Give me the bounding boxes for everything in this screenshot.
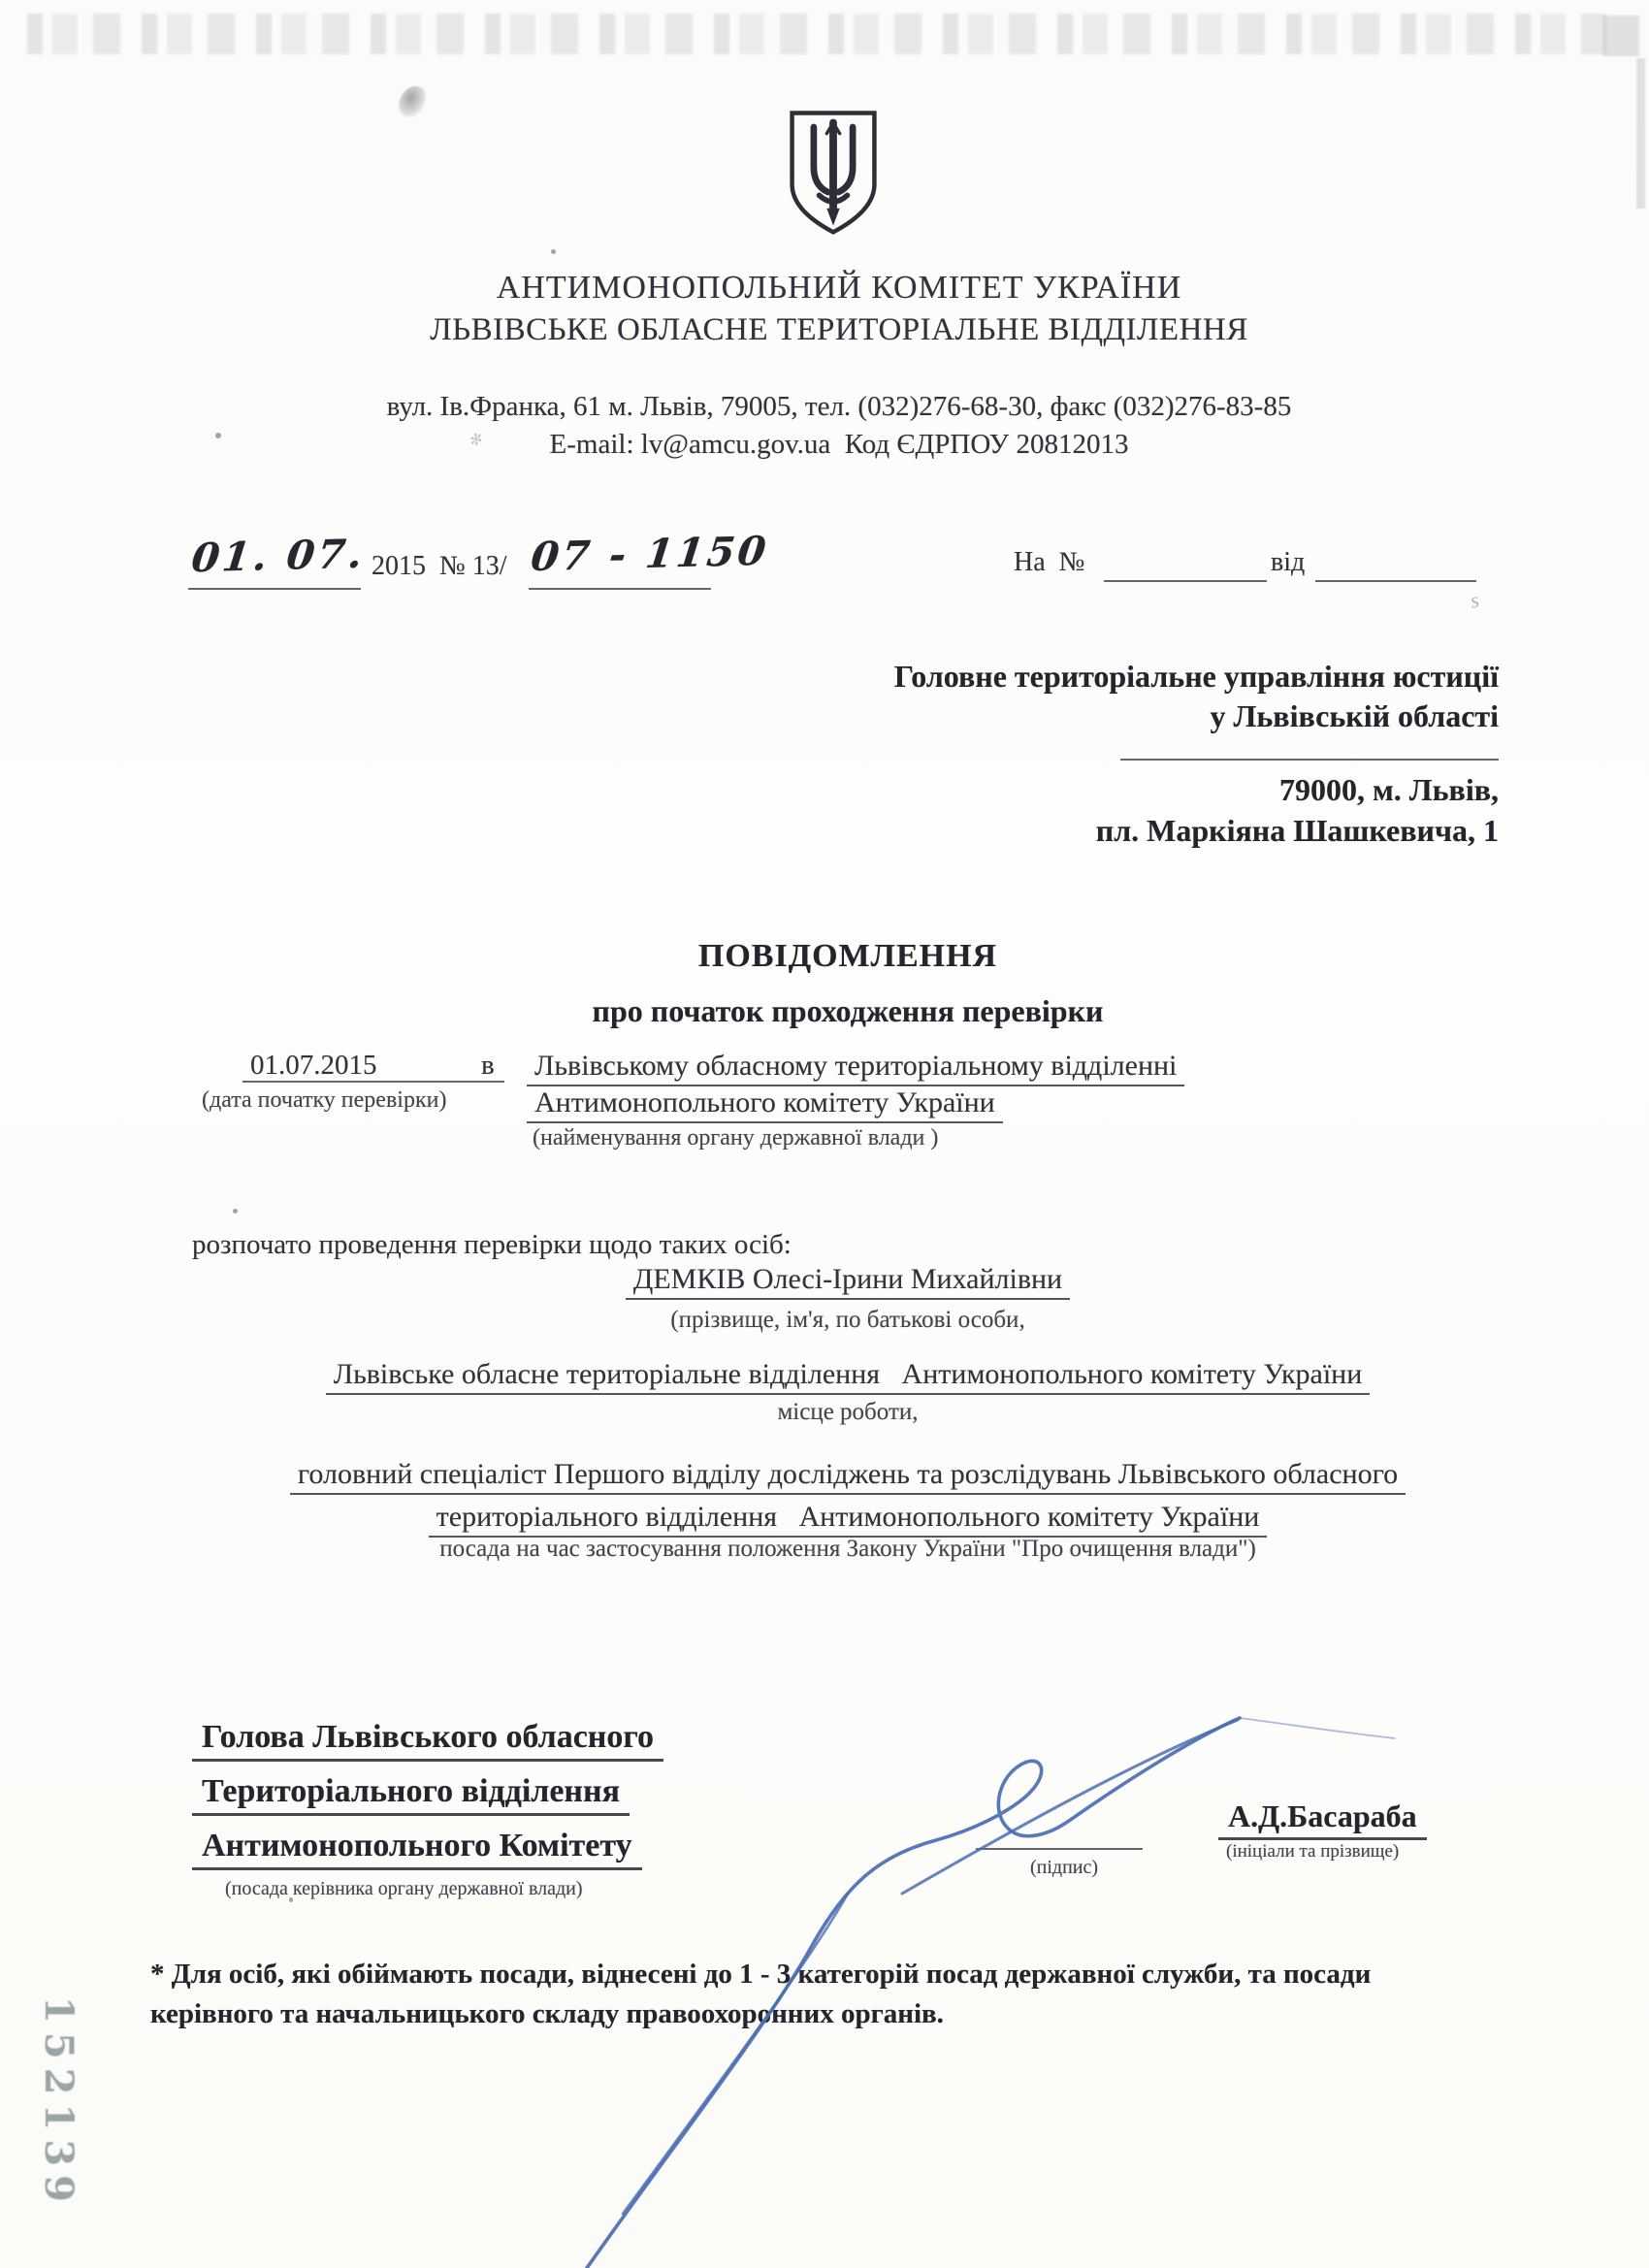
signer-position-line2: Територіального відділення: [192, 1774, 630, 1816]
scan-artifact-top-right-block: [1602, 16, 1639, 56]
recipient-line1: Головне територіальне управління юстиції: [893, 659, 1499, 694]
inspection-start-date: 01.07.2015: [250, 1050, 377, 1081]
person-name: ДЕМКІВ Олесі-Ірини Михайлівни: [626, 1264, 1070, 1300]
reply-number-blank: [1104, 580, 1267, 582]
signature-caption: (підпис): [1030, 1857, 1099, 1878]
org-name-line1: АНТИМОНОПОЛЬНИЙ КОМІТЕТ УКРАЇНИ: [496, 270, 1182, 306]
scan-speck: [233, 1209, 238, 1214]
ink-smudge: [395, 82, 429, 121]
signer-name: А.Д.Басараба: [1218, 1800, 1427, 1840]
document-subtitle: про початок проходження перевірки: [592, 993, 1104, 1028]
footnote-line2: керівного та начальницького складу правоохоронних органів.: [150, 1998, 944, 2029]
position-line2: територіального відділення Антимонопольного комітету України: [429, 1502, 1268, 1538]
org-address: вул. Ів.Франка, 61 м. Львів, 79005, тел. (032)276-68-30, факс (032)276-83-85: [386, 391, 1292, 422]
signer-position-caption: (посада керівника органу державної влади): [225, 1878, 583, 1899]
reply-to-label: На №: [1014, 547, 1085, 577]
authority-name-line1: Львівському обласному територіальному відділенні: [527, 1051, 1184, 1086]
scan-squiggle: s: [1468, 587, 1481, 613]
page-number-stamp: 152139: [36, 1996, 81, 2211]
ukraine-trident-emblem-icon: [779, 109, 888, 239]
signer-position-line1: Голова Львівського обласного: [192, 1720, 663, 1762]
scan-artifact-right-edge: [1636, 58, 1645, 209]
date-underline: [188, 588, 361, 590]
position-caption: посада на час застосування положення Закону України "Про очищення влади"): [439, 1536, 1256, 1562]
preposition: в: [481, 1050, 495, 1081]
person-caption: (прізвище, ім'я, по батькові особи,: [670, 1307, 1025, 1333]
reply-date-blank: [1315, 580, 1476, 582]
scan-speck: [551, 249, 556, 254]
signer-name-caption: (ініціали та прізвище): [1226, 1841, 1400, 1862]
footnote-line1: * Для осіб, які обіймають посади, віднесені до 1 - 3 категорій посад державної служби, та посади: [150, 1959, 1372, 1990]
date-field-underline: [242, 1081, 504, 1083]
signature-line: [976, 1848, 1143, 1850]
signer-position-line3: Антимонопольного Комітету: [192, 1829, 642, 1870]
recipient-street-line: пл. Маркіяна Шашкевича, 1: [1095, 813, 1499, 848]
authority-caption: (найменування органу державної влади ): [533, 1125, 939, 1150]
authority-name-line2: Антимонопольного комітету України: [527, 1087, 1003, 1123]
recipient-blank-line: [1120, 759, 1499, 761]
intro-text: розпочато проведення перевірки щодо таких осіб:: [192, 1229, 792, 1260]
document-title: ПОВІДОМЛЕННЯ: [697, 938, 998, 974]
number-underline: [529, 588, 711, 590]
outgoing-number-prefix: 2015 № 13/: [372, 551, 507, 581]
scan-artifact-top-edge: [27, 14, 1606, 54]
position-line1: головний спеціаліст Першого відділу досліджень та розслідувань Львівського обласного: [290, 1459, 1406, 1495]
org-name-line2: ЛЬВІВСЬКЕ ОБЛАСНЕ ТЕРИТОРІАЛЬНЕ ВІДДІЛЕННЯ: [430, 312, 1248, 347]
reply-from-label: від: [1271, 547, 1306, 577]
workplace-text: Львівське обласне територіальне відділення Антимонопольного комітету України: [326, 1359, 1371, 1395]
recipient-postal-line: 79000, м. Львів,: [1278, 772, 1499, 807]
scan-pen-tick: ✻: [466, 431, 485, 451]
recipient-line2: у Львівській області: [1210, 698, 1499, 733]
start-date-caption: (дата початку перевірки): [202, 1087, 447, 1113]
handwritten-outgoing-date: 01. 07.: [189, 530, 369, 582]
workplace-caption: місце роботи,: [777, 1399, 919, 1425]
handwritten-outgoing-number: 07 - 1150: [528, 527, 771, 581]
org-email-code: E-mail: lv@amcu.gov.ua Код ЄДРПОУ 20812013: [549, 429, 1129, 460]
